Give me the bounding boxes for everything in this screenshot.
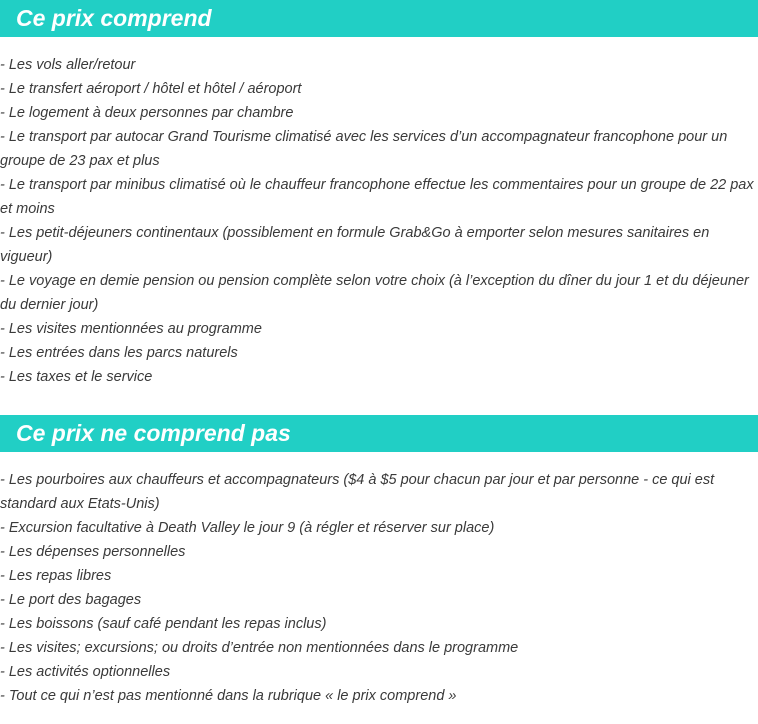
list-item: - Les taxes et le service <box>0 369 153 385</box>
list-item: - Les entrées dans les parcs naturels <box>0 345 238 361</box>
excludes-section-title: Ce prix ne comprend pas <box>0 415 758 452</box>
includes-list <box>0 53 758 389</box>
list-item: - Le voyage en demie pension ou pension complète selon votre choix (à l’exception du dîner du jour 1 et du déjeuner du dernier jour) <box>0 273 749 313</box>
list-item: - Tout ce qui n’est pas mentionné dans la rubrique « le prix comprend » <box>0 688 457 704</box>
list-item: - Excursion facultative à Death Valley le jour 9 (à régler et réserver sur place) <box>0 520 495 536</box>
list-item: - Les petit-déjeuners continentaux (possiblement en formule Grab&Go à emporter selon mesures sanitaires en vigueur) <box>0 225 710 265</box>
list-item: - Les dépenses personnelles <box>0 544 186 560</box>
includes-section-title: Ce prix comprend <box>0 0 758 37</box>
list-item: - Les activités optionnelles <box>0 664 171 680</box>
excludes-list <box>0 468 758 708</box>
list-item: - Le logement à deux personnes par chambre <box>0 105 294 121</box>
list-item: - Les vols aller/retour <box>0 57 136 73</box>
list-item: - Le transfert aéroport / hôtel et hôtel / aéroport <box>0 81 302 97</box>
list-item: - Le port des bagages <box>0 592 142 608</box>
list-item: - Le transport par minibus climatisé où le chauffeur francophone effectue les commentaires pour un groupe de 22 pax et moins <box>0 177 754 217</box>
list-item: - Les pourboires aux chauffeurs et accompagnateurs ($4 à $5 pour chacun par jour et par personne - ce qui est standard aux Etats-Unis) <box>0 472 715 512</box>
list-item: - Les repas libres <box>0 568 112 584</box>
list-item: - Les boissons (sauf café pendant les repas inclus) <box>0 616 327 632</box>
list-item: - Les visites mentionnées au programme <box>0 321 262 337</box>
list-item: - Les visites; excursions; ou droits d’entrée non mentionnées dans le programme <box>0 640 519 656</box>
list-item: - Le transport par autocar Grand Tourisme climatisé avec les services d’un accompagnateur francophone pour un groupe de 23 pax et plus <box>0 129 728 169</box>
